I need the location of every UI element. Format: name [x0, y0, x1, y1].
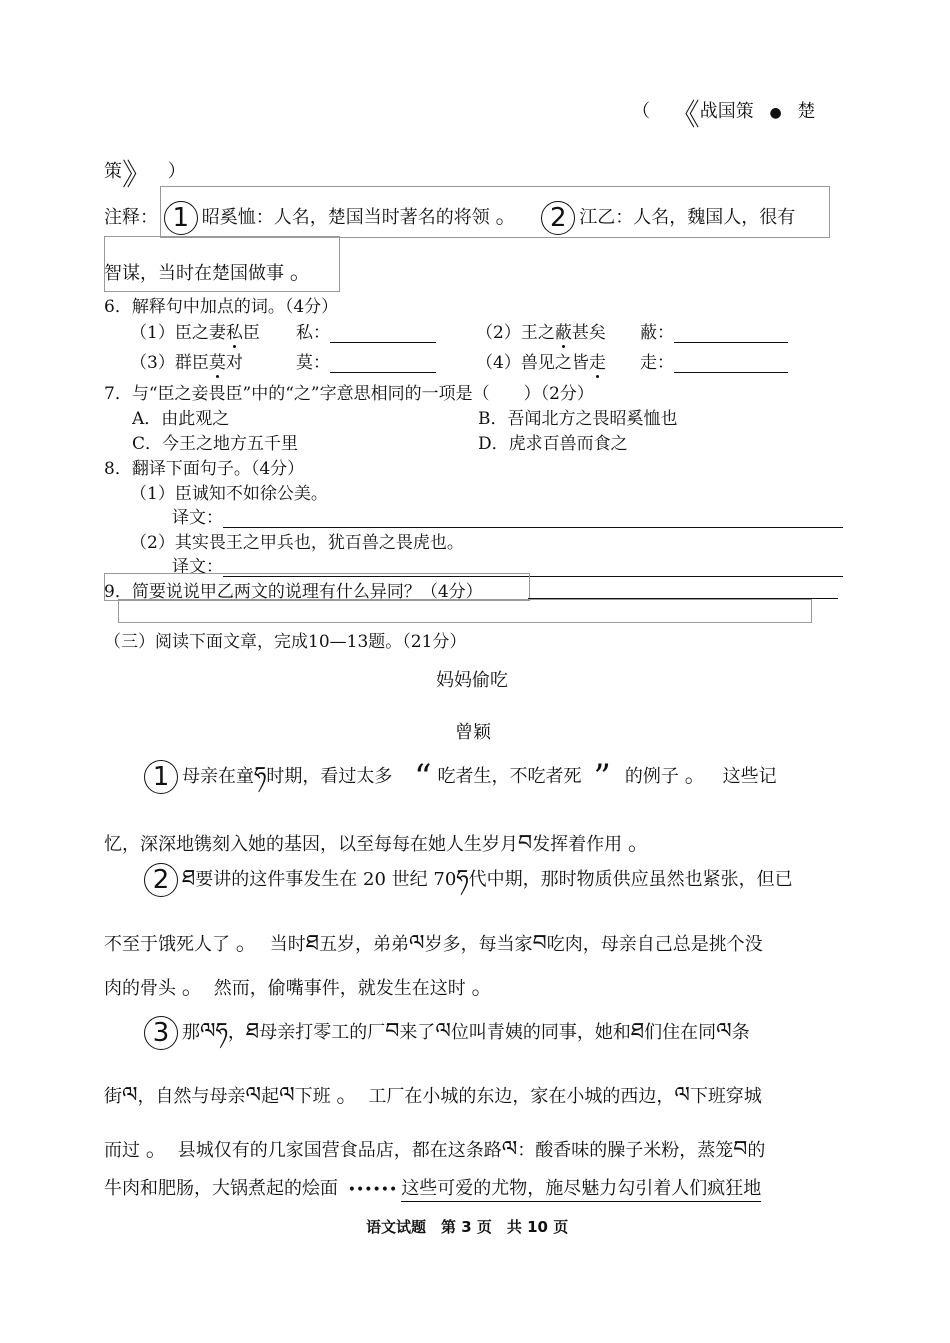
note-number-1: 1: [164, 201, 198, 235]
article-author: 曾颖: [455, 722, 491, 743]
paragraph-number-3: 3: [144, 1016, 178, 1050]
notes-line-1: 注释： 1 昭奚恤：人名，楚国当时著名的将领 。 2 江乙：人名，魏国人，很有: [104, 203, 796, 233]
note-number-2: 2: [541, 201, 575, 235]
answer-line[interactable]: [330, 324, 436, 343]
q6-answer-4: 走：: [640, 348, 788, 373]
q8-translation-2: 译文：: [172, 552, 843, 577]
q6-item-3: （3）群臣莫对: [130, 353, 243, 373]
q8-sentence-2: （2）其实畏王之甲兵也，犹百兽之畏虎也。: [130, 533, 464, 553]
answer-line[interactable]: [674, 324, 788, 343]
q9-stem: 9．简要说说甲乙两文的说理有什么异同？（4分）: [104, 582, 483, 602]
paragraph-number-1: 1: [144, 760, 178, 794]
source-line-2: 策》 ）: [104, 158, 186, 193]
section3-heading: （三）阅读下面文章，完成10—13题。（21分）: [104, 632, 467, 652]
q7-option-c: C．今王之地方五千里: [132, 434, 299, 454]
notes-line-2: 智谋，当时在楚国做事 。: [104, 260, 312, 285]
answer-line[interactable]: [674, 354, 788, 373]
answer-line[interactable]: [330, 354, 436, 373]
q8-stem: 8．翻译下面句子。（4分）: [104, 459, 305, 479]
q9-box-2: [118, 599, 812, 623]
paragraph-2-line-1: 2 ཐ要讲的这件事发生在 20 世纪 70ཧ代中期，那时物质供应虽然也紧张，但已: [144, 853, 793, 915]
paragraph-3-line-1: 3 那ལཧ，ཐ母亲打零工的厂བ来了ལ位叫青姨的同事，她和ཐ们住在同ལ条: [144, 1006, 750, 1068]
translation-line[interactable]: [223, 509, 843, 528]
source-line-1: （ 《战国策 ● 楚: [632, 98, 816, 133]
q7-option-b: B．吾闻北方之畏昭奚恤也: [478, 409, 678, 429]
page-footer: 语文试题 第 3 页 共 10 页: [366, 1218, 569, 1236]
notes-label: 注释：: [104, 207, 158, 228]
q6-item-2: （2）王之蔽甚矣: [476, 323, 606, 343]
paragraph-3-line-2: 街ལ，自然与母亲ལ起ལ下班 。 工厂在小城的东边，家在小城的西边，ལ下班穿城: [104, 1083, 762, 1108]
q6-item-1: （1）臣之妻私臣: [130, 323, 260, 343]
paragraph-2-line-2: 不至于饿死人了 。 当时ཐ五岁，弟弟ལ岁多，每当家བ吃肉，母亲自己总是挑个没: [104, 931, 763, 956]
q7-option-a: A．由此观之: [132, 409, 230, 429]
q7-stem: 7．与“臣之妾畏臣”中的“之”字意思相同的一项是（ ）（2分）: [104, 384, 594, 404]
q6-stem: 6．解释句中加点的词。（4分）: [104, 297, 339, 317]
q6-answer-2: 蔽：: [640, 318, 788, 343]
paragraph-1-line-1: 1 母亲在童ཧ时期，看过太多 “ 吃者生，不吃者死 ” 的例子 。 这些记: [144, 750, 777, 812]
q6-answer-3: 莫：: [296, 348, 436, 373]
paragraph-1-line-2: 忆，深深地镌刻入她的基因，以至每每在她人生岁月བ发挥着作用 。: [104, 831, 650, 856]
q8-translation-1: 译文：: [172, 503, 843, 528]
paragraph-number-2: 2: [144, 863, 178, 897]
paragraph-3-line-4: 牛肉和肥肠，大锅煮起的烩面 •••••• 这些可爱的尤物，施尽魅力勾引着人们疯狂地: [104, 1174, 761, 1200]
q6-answer-1: 私：: [296, 318, 436, 343]
q9-answer-line[interactable]: [528, 598, 838, 599]
underlined-passage: 这些可爱的尤物，施尽魅力勾引着人们疯狂地: [401, 1178, 761, 1202]
paragraph-2-line-3: 肉的骨头 。 然而，偷嘴事件，就发生在这时 。: [104, 975, 494, 1000]
paragraph-3-line-3: 而过 。 县城仅有的几家国营食品店，都在这条路ལ：酸香味的臊子米粉，蒸笼བ的: [104, 1137, 766, 1162]
article-title: 妈妈偷吃: [436, 670, 508, 691]
q7-option-d: D．虎求百兽而食之: [478, 434, 628, 454]
q6-item-4: （4）兽见之皆走: [476, 353, 606, 373]
q8-sentence-1: （1）臣诚知不如徐公美。: [130, 484, 328, 504]
